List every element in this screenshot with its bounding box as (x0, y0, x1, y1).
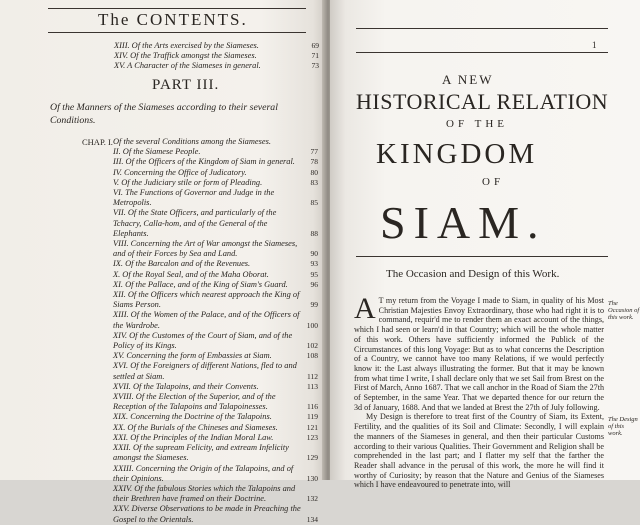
chapter-item: IX. Of the Barcalon and of the Revenues. 93 (113, 259, 318, 269)
title-a-new: A NEW (442, 72, 494, 87)
body-paragraph-2: My Design is therefore to treat first of the Country of Siam, its Extent, Fertility, and the qualities of its Soil and Climate: Secondly, I will explain the manners of the Siameses in general, and then their particular Customs according to their various Qualities. Their Government and Religion shall be comprehended in the last part; and I flatter my self that the farther the Reader shall advance in the perusal of this work, the more he will find it worthy of Curiosity; by reason that the Nature and Genius of the Siameses which I have endeavoured to penetrate into, will (354, 412, 604, 490)
chapter-item: II. Of the Siamese People. 77 (113, 147, 318, 157)
title-historical-relation: HISTORICAL RELATION (356, 89, 609, 114)
chapter-item: Of the several Conditions among the Siameses. (113, 137, 271, 146)
margin-note-occasion: The Occasion of this work. (608, 300, 640, 321)
part-title: PART III. (152, 77, 220, 93)
chapter-item: XX. Of the Burials of the Chineses and Siameses. 121 (113, 422, 318, 432)
body-text (354, 292, 604, 490)
header-rule-bottom (48, 32, 306, 33)
toc-top-item: XIII. Of the Arts exercised by the Siameses. 69 (114, 41, 319, 50)
chapter-item: XXI. Of the Principles of the Indian Moral Law. 123 (113, 432, 318, 442)
title-of: OF (482, 176, 505, 188)
chapter-item: III. Of the Officers of the Kingdom of Siam in general. 78 (113, 157, 318, 167)
chapter-item: X. Of the Royal Seal, and of the Maha Oborat. 95 (113, 269, 318, 279)
chapter-item: XXIV. Of the fabulous Stories which the Talapoins and their Brethren have framed on their Doctrine. 132 (113, 483, 318, 504)
chapter-item: XV. Concerning the form of Embassies at Siam. 108 (113, 351, 318, 361)
chapter-item: XVIII. Of the Election of the Superior, and of the Reception of the Talapoins and Talapoinesses. 116 (113, 392, 318, 412)
chapter-item: XVII. Of the Talapoins, and their Convents. 113 (113, 381, 318, 391)
right-header-rule-bottom (356, 52, 608, 53)
toc-top-item: XV. A Character of the Siameses in general. 73 (114, 61, 319, 71)
margin-note-design: The Design of this work. (608, 416, 638, 437)
toc-top-list (114, 41, 319, 72)
chapter-item: VIII. Concerning the Art of War amongst the Siameses, and of their Forces by Sea and Land. 90 (113, 239, 318, 259)
section-heading: The Occasion and Design of this Work. (386, 268, 560, 280)
chapter-item: XVI. Of the Foreigners of different Nations, fled to and settled at Siam. 112 (113, 361, 318, 381)
chapter-item: XII. Of the Officers which nearest approach the King of Siams Person. 99 (113, 290, 318, 310)
chapter-item: XXII. Of the supream Felicity, and extream Infelicity amongst the Siameses. 129 (113, 443, 318, 463)
chapter-item: IV. Concerning the Office of Judicatory. 80 (113, 167, 318, 177)
chapter-list (113, 137, 318, 525)
body-paragraph-1: T my return from the Voyage I made to Siam, in quality of his Most Christian Majesties Envoy Extraordinary, those who had right it is to command, requir'd me to render them an exact account of the things, which I had seen or learn'd in that Country; which will be the whole matter of this work. Others have sufficiently informed the Publick of the Circumstances of this long Voyage: But as to what concerns the Description of a Country, we cannot have too many Relations, if we would perfectly know it: the Last always illustrating the former. But that it may be known from what time I write, I shall declare only that we set Sail from Brest on the First of March, Anno 1687. That we call anchor in the Road of Siam the 27th of September, in the same Year. That we departed thence for our return the 3d of January, 1688. And that we landed at Brest the 27th of July following. (354, 296, 604, 412)
title-siam: SIAM. (380, 197, 547, 248)
part-subtitle: Of the Manners of the Siameses according to their several Conditions. (50, 102, 278, 126)
drop-cap: A (354, 292, 376, 325)
chapter-item: XXV. Diverse Observations to be made in Preaching the Gospel to the Orientals. 134 (113, 504, 318, 524)
chapter-item: XI. Of the Pallace, and of the King of Siam's Guard. 96 (113, 279, 318, 289)
right-header-rule-top (356, 28, 608, 29)
chapter-item: VI. The Functions of Governor and Judge in the Metropolis. 85 (113, 188, 318, 208)
header-rule-top (48, 8, 306, 9)
title-rule (356, 256, 608, 257)
page-number: 1 (592, 40, 597, 50)
title-kingdom: KINGDOM (376, 138, 538, 170)
chapter-item: V. Of the Judiciary stile or form of Pleading. 83 (113, 177, 318, 187)
contents-header: The CONTENTS. (98, 10, 248, 29)
chap-label: CHAP. I. (82, 137, 113, 147)
toc-top-item: XIV. Of the Traffick amongst the Siameses. 71 (114, 51, 319, 61)
title-of-the: OF THE (446, 118, 508, 130)
chapter-item: XIX. Concerning the Doctrine of the Talapoins. 119 (113, 412, 318, 422)
chapter-item: VII. Of the State Officers, and particularly of the Tchacry, Calla-hom, and of the General of the Elephants. 88 (113, 208, 318, 238)
chapter-item: XXIII. Concerning the Origin of the Talapoins, and of their Opinions. 130 (113, 463, 318, 483)
chapter-item: XIV. Of the Customes of the Court of Siam, and of the Policy of its Kings. 102 (113, 330, 318, 351)
chapter-item: XIII. Of the Women of the Palace, and of the Officers of the Wardrobe. 100 (113, 310, 318, 330)
